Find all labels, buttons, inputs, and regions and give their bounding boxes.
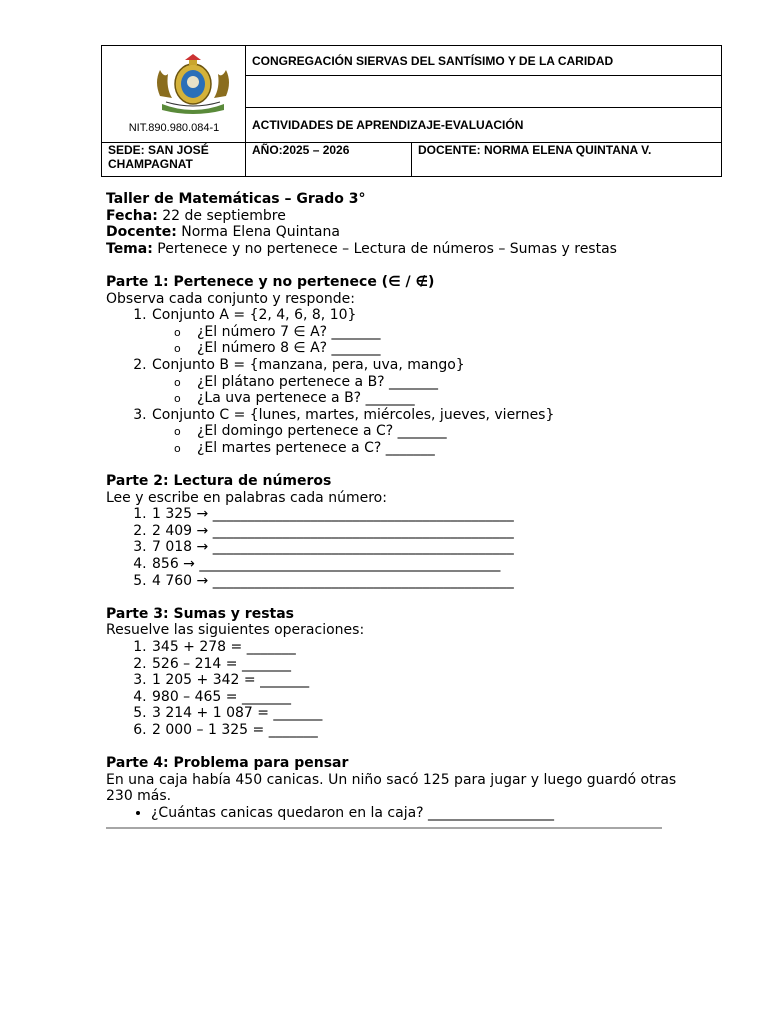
date-line [106,208,706,225]
institution-name: CONGREGACIÓN SIERVAS DEL SANTÍSIMO Y DE LA CARIDAD [246,46,721,76]
question-item: o ¿El número 7 ∈ A? _______ [174,324,706,341]
list-item: 3. 1 205 + 342 = _______ [151,672,706,689]
list-item: • ¿Cuántas canicas quedaron en la caja? __________________ [151,805,706,822]
part2-instruction: Lee y escribe en palabras cada número: [106,489,387,506]
part2-title: Parte 2: Lectura de números [106,473,332,490]
list-item: 5. 3 214 + 1 087 = _______ [151,705,706,722]
teacher-line [106,224,706,241]
year-cell: AÑO:2025 – 2026 [246,143,412,176]
teacher-cell: DOCENTE: NORMA ELENA QUINTANA V. [418,143,652,157]
sede-cell: SEDE: SAN JOSÉ CHAMPAGNAT [102,143,246,176]
worksheet-content [106,191,706,822]
worksheet-title: Taller de Matemáticas – Grado 3° [106,191,366,207]
date-label: Fecha: [106,207,158,224]
question-item: o ¿La uva pertenece a B? _______ [174,390,706,407]
part1-instruction: Observa cada conjunto y responde: [106,290,355,307]
date-value: 22 de septiembre [162,207,286,224]
list-item: 4. 980 – 465 = _______ [151,689,706,706]
list-item: 4. 856 → ___________________________________________ [151,556,706,573]
header-table [101,45,722,177]
part4-problem: En una caja había 450 canicas. Un niño sacó 125 para jugar y luego guardó otras 230 más. [106,771,677,805]
set-label: Conjunto C = {lunes, martes, miércoles, jueves, viernes} [152,406,555,423]
part4-list [106,805,706,822]
list-item: 2. 2 409 → ___________________________________________ [151,523,706,540]
list-item [151,357,706,407]
part3-title: Parte 3: Sumas y restas [106,605,295,622]
topic-label: Tema: [106,240,153,257]
list-item: 6. 2 000 – 1 325 = _______ [151,722,706,739]
list-item: 5. 4 760 → ___________________________________________ [151,573,706,590]
part4-title: Parte 4: Problema para pensar [106,755,349,772]
list-item: 2. 526 – 214 = _______ [151,656,706,673]
part3-instruction: Resuelve las siguientes operaciones: [106,622,365,639]
list-item [151,407,706,457]
part3-list [106,639,706,739]
list-item: 3. 7 018 → ___________________________________________ [151,539,706,556]
teacher-value: Norma Elena Quintana [181,224,340,241]
logo-cell [102,46,246,143]
institution-logo-icon [152,52,234,116]
topic-line [106,241,706,258]
activity-title: ACTIVIDADES DE APRENDIZAJE-EVALUACIÓN [246,108,721,143]
set-label: Conjunto A = {2, 4, 6, 8, 10} [152,307,357,324]
nit-number: NIT.890.980.084-1 [128,122,220,134]
question-item: o ¿El martes pertenece a C? _______ [174,440,706,457]
question-item: o ¿El número 8 ∈ A? _______ [174,340,706,357]
part2-list [106,506,706,589]
teacher-label: Docente: [106,224,177,241]
blank-row [246,76,721,108]
part1-title: Parte 1: Pertenece y no pertenece (∈ / ∉) [106,273,435,290]
part1-list [106,307,706,456]
list-item: 1. 345 + 278 = _______ [151,639,706,656]
topic-value: Pertenece y no pertenece – Lectura de números – Sumas y restas [157,240,617,257]
bottom-rule [106,827,662,829]
list-item [151,307,706,357]
set-label: Conjunto B = {manzana, pera, uva, mango} [152,356,465,373]
question-item: o ¿El plátano pertenece a B? _______ [174,374,706,391]
list-item: 1. 1 325 → ___________________________________________ [151,506,706,523]
question-item: o ¿El domingo pertenece a C? _______ [174,423,706,440]
